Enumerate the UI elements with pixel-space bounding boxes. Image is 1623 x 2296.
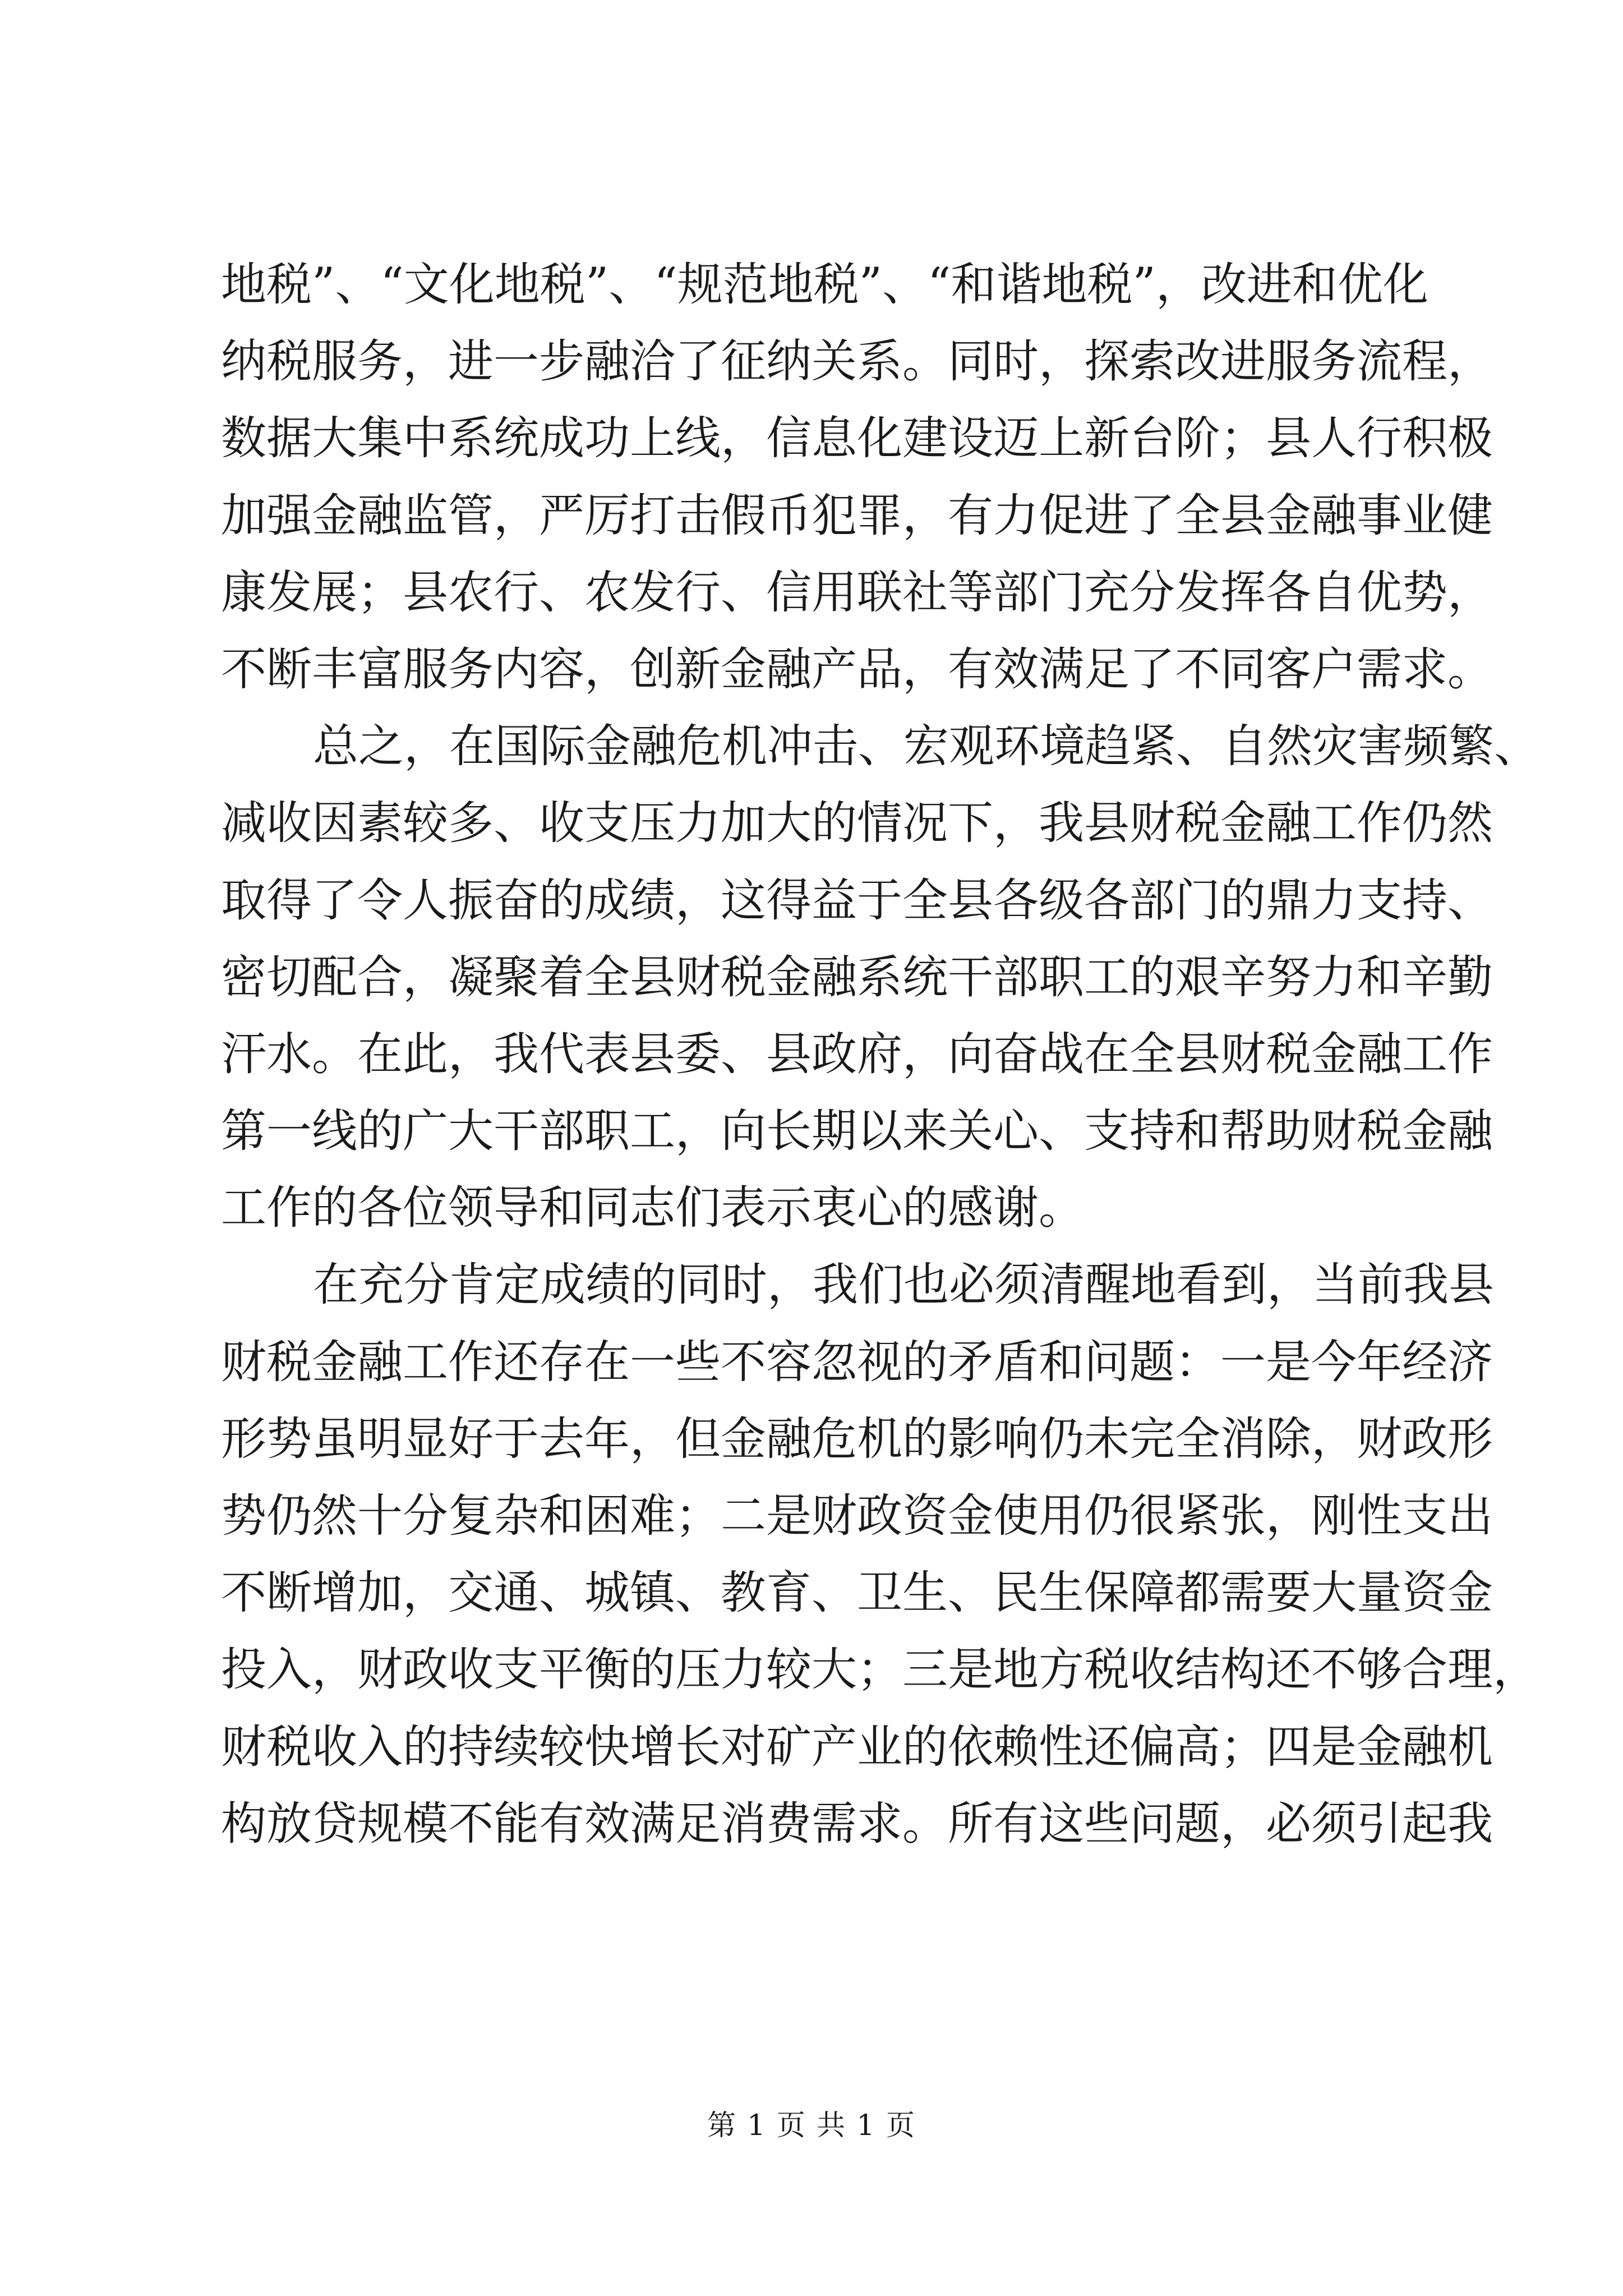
- body-text: [221, 247, 1540, 1863]
- paragraph-2-line-4: 密切配合，凝聚着全县财税金融系统干部职工的艰辛努力和辛勤: [221, 951, 1493, 1004]
- paragraph-3-line-5: 不断增加，交通、城镇、教育、卫生、民生保障都需要大量资金: [221, 1567, 1493, 1620]
- paragraph-1-line-5: 康发展；县农行、农发行、信用联社等部门充分发挥各自优势，: [221, 566, 1493, 619]
- paragraph-1-line-4: 加强金融监管，严厉打击假币犯罪，有力促进了全县金融事业健: [221, 489, 1493, 542]
- paragraph-3-line-2: 财税金融工作还存在一些不容忽视的矛盾和问题：一是今年经济: [221, 1336, 1493, 1389]
- paragraph-1-line-1: 地税”、“文化地税”、“规范地税”、“和谐地税”，改进和优化: [221, 259, 1428, 311]
- paragraph-3-line-6: 投入，财政收支平衡的压力较大；三是地方税收结构还不够合理，: [221, 1644, 1539, 1697]
- paragraph-3-line-4: 势仍然十分复杂和困难；二是财政资金使用仍很紧张，刚性支出: [221, 1490, 1493, 1543]
- paragraph-3-line-7: 财税收入的持续较快增长对矿产业的依赖性还偏高；四是金融机: [221, 1720, 1493, 1774]
- paragraph-3-line-8: 构放贷规模不能有效满足消费需求。所有这些问题，必须引起我: [221, 1797, 1493, 1851]
- page-footer: [0, 2109, 1623, 2143]
- paragraph-2-line-7: 工作的各位领导和同志们表示衷心的感谢。: [221, 1182, 1085, 1235]
- paragraph-1-line-2: 纳税服务，进一步融洽了征纳关系。同时，探索改进服务流程，: [221, 335, 1493, 389]
- paragraph-2-line-2: 减收因素较多、收支压力加大的情况下，我县财税金融工作仍然: [221, 797, 1493, 850]
- paragraph-3-line-1: 在充分肯定成绩的同时，我们也必须清醒地看到，当前我县: [313, 1259, 1495, 1312]
- paragraph-2-line-3: 取得了令人振奋的成绩，这得益于全县各级各部门的鼎力支持、: [221, 874, 1493, 927]
- page-number-label: 第 1 页 共 1 页: [707, 2109, 916, 2142]
- paragraph-2-line-5: 汗水。在此，我代表县委、县政府，向奋战在全县财税金融工作: [221, 1028, 1493, 1081]
- paragraph-2-line-6: 第一线的广大干部职工，向长期以来关心、支持和帮助财税金融: [221, 1105, 1493, 1158]
- paragraph-1-line-6: 不断丰富服务内容，创新金融产品，有效满足了不同客户需求。: [221, 643, 1493, 696]
- paragraph-1-line-3: 数据大集中系统成功上线，信息化建设迈上新台阶；县人行积极: [221, 412, 1493, 466]
- paragraph-2-line-1: 总之，在国际金融危机冲击、宏观环境趋紧、自然灾害频繁、: [313, 720, 1540, 774]
- paragraph-3-line-3: 形势虽明显好于去年，但金融危机的影响仍未完全消除，财政形: [221, 1412, 1493, 1466]
